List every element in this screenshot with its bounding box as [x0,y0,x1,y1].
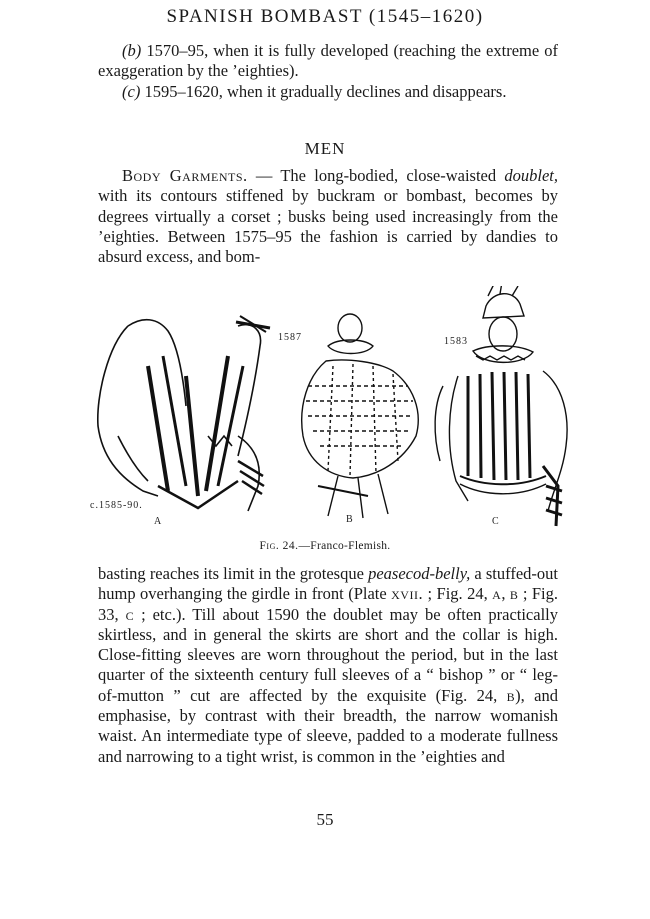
body-garments-paragraph [98,166,558,267]
body-text-1: — The long-bodied, close-waisted [247,166,505,185]
plate-reference: xvii. [391,584,424,604]
period-b [98,41,558,82]
period-b-label: (b) [122,41,142,60]
text-run: a stuffed-out hump overhanging the girdle in front (Plate [98,564,558,604]
figure-b-label: B [346,514,354,525]
caption-prefix: Fig. 24. [259,540,299,552]
page-number: 55 [316,810,334,829]
text-run: basting reaches its limit in the grotesque [98,564,369,583]
figure-ref-c: c [125,604,135,624]
text-run: ; Fig. 33, [98,584,558,624]
figure-24 [88,286,578,536]
period-c-label: (c) [122,81,141,101]
illustration-a [98,316,270,511]
section-heading: MEN [304,139,346,158]
figure-ref-b: b [509,584,519,604]
figure-illustrations [88,286,578,536]
lead-heading: Body Garments. [122,166,248,185]
continuation-paragraph [98,564,558,767]
term-doublet: doublet, [504,166,559,185]
caption-text: —Franco-Flemish. [298,540,391,552]
period-list [98,41,558,102]
figure-c-label: C [492,516,500,527]
period-b-text: 1570–95, when it is fully developed (reaching the extreme of exaggeration by the ’eighties). [98,41,558,81]
figure-ref-b: b [506,685,516,705]
figure-a-label: A [154,516,163,527]
period-c [98,82,558,102]
illustration-c [435,286,567,526]
running-head: SPANISH BOMBAST (1545–1620) [166,6,484,27]
text-run: ), and emphasise, by contrast with their breadth, the narrow womanish waist. An intermediate type of sleeve, padded to a moderate fullness and narrowing to a tight wrist, is common in the ’eighties and [98,685,558,766]
figure-c-date: 1583 [444,336,468,347]
illustration-b [302,314,419,518]
term-peasecod-belly: peasecod-belly, [368,564,471,583]
text-run: ; etc.). Till about 1590 the doublet may be often practically skirtless, and in general the skirts are short and the collar is high. Close-fitting sleeves are worn throughout the period, but in the last quarter of the sixteenth century full sleeves of a “ bishop ” or “ leg-of-mutton ” cut are affected by the exquisite (Fig. 24, [98,604,558,705]
figure-caption [0,540,650,552]
text-run: ; Fig. 24, [423,584,493,604]
text-run: , [501,584,510,604]
figure-ref-a: a [492,584,502,604]
period-c-text: 1595–1620, when it gradually declines and disappears. [140,81,507,101]
body-text-2: with its contours stiffened by buckram or bombast, becomes by degrees virtually a corset ; busks being used increasingly from the ’eighties. Between 1575–95 the fashion is carried by dandies to absurd excess, and bom- [98,186,558,267]
figure-a-date: c.1585-90. [90,500,143,511]
figure-b-date: 1587 [278,332,302,343]
